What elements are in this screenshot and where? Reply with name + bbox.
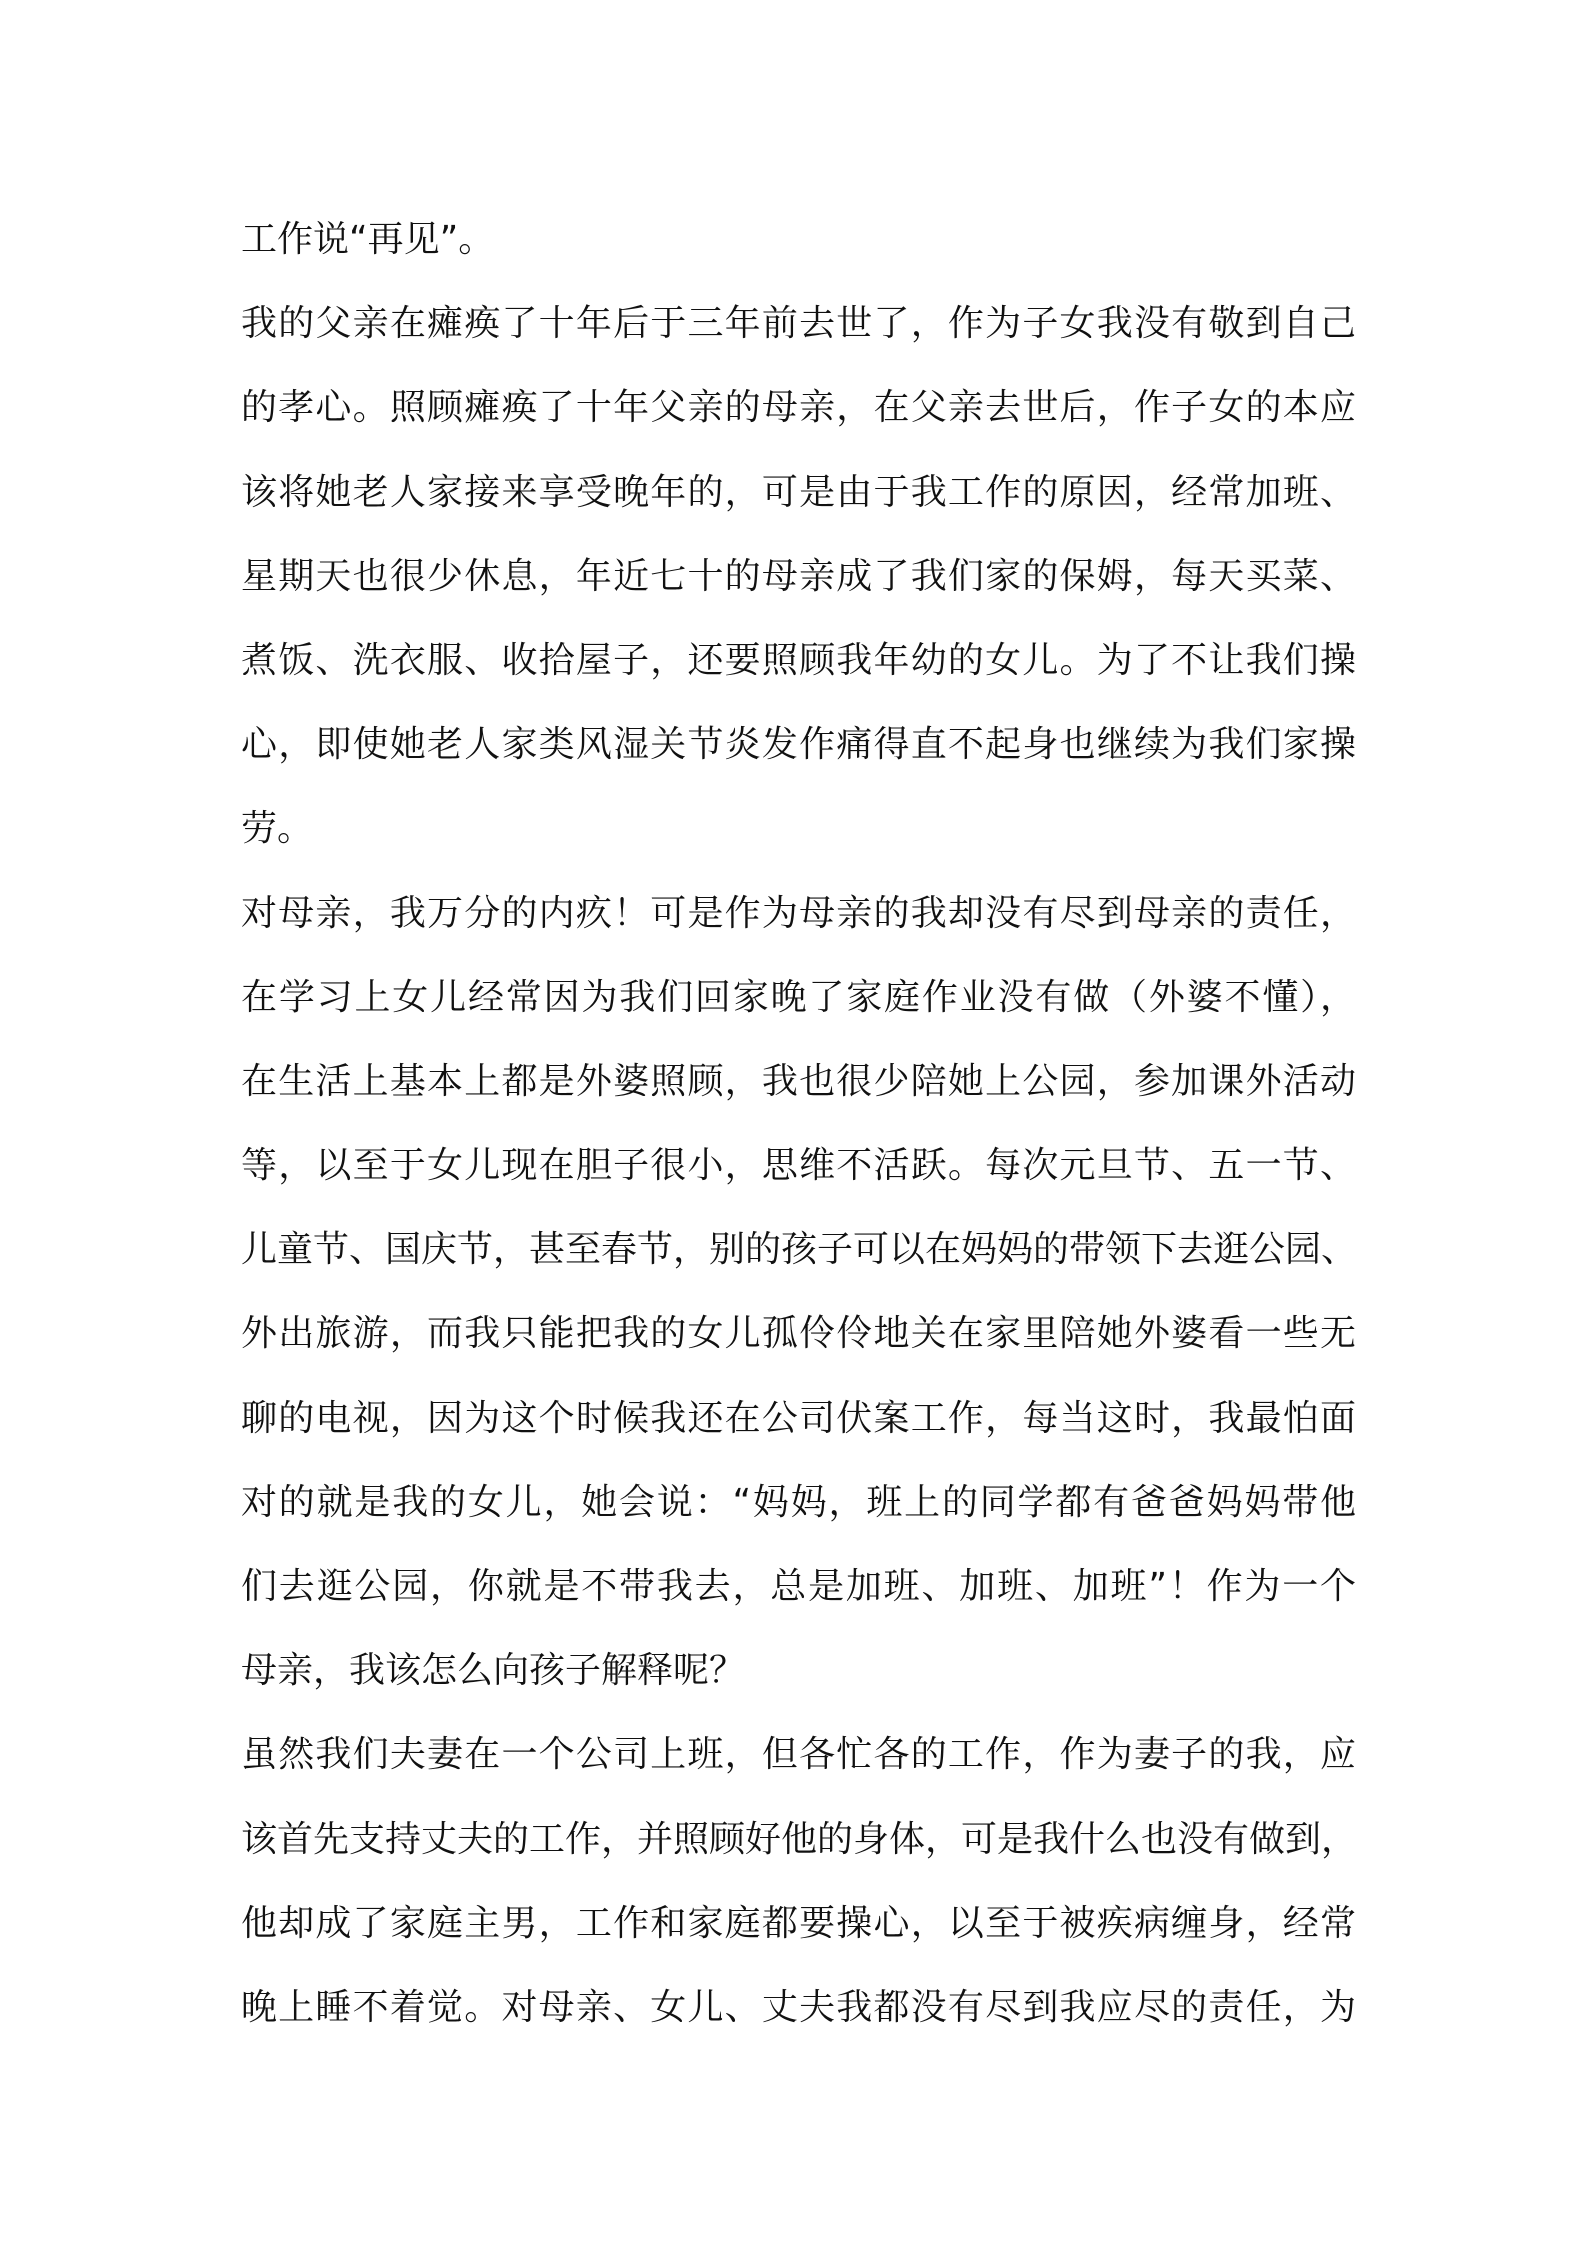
text-line: 在学习上女儿经常因为我们回家晚了家庭作业没有做（外婆不懂）， [241, 976, 1356, 1018]
document-body [241, 198, 1356, 2050]
text-line: 他却成了家庭主男，工作和家庭都要操心，以至于被疾病缠身，经常 [241, 1902, 1356, 1944]
text-line: 儿童节、国庆节，甚至春节，别的孩子可以在妈妈的带领下去逛公园、 [241, 1229, 1358, 1271]
text-line: 星期天也很少休息，年近七十的母亲成了我们家的保姆，每天买菜、 [241, 555, 1356, 597]
text-line: 劳。 [241, 808, 314, 850]
text-line: 我的父亲在瘫痪了十年后于三年前去世了，作为子女我没有敬到自己 [241, 303, 1356, 345]
text-line: 等，以至于女儿现在胆子很小，思维不活跃。每次元旦节、五一节、 [241, 1145, 1356, 1187]
text-line: 该将她老人家接来享受晚年的，可是由于我工作的原因，经常加班、 [241, 471, 1356, 513]
text-line: 虽然我们夫妻在一个公司上班，但各忙各的工作，作为妻子的我，应 [241, 1734, 1356, 1776]
text-line: 工作说“再见”。 [241, 219, 495, 260]
text-line: 对的就是我的女儿，她会说：“妈妈，班上的同学都有爸爸妈妈带他 [241, 1481, 1356, 1523]
text-line: 心，即使她老人家类风湿关节炎发作痛得直不起身也继续为我们家操 [241, 724, 1356, 766]
text-line: 该首先支持丈夫的工作，并照顾好他的身体，可是我什么也没有做到， [241, 1818, 1358, 1860]
text-line: 聊的电视，因为这个时候我还在公司伏案工作，每当这时，我最怕面 [241, 1397, 1356, 1439]
text-line: 母亲，我该怎么向孩子解释呢？ [241, 1650, 746, 1692]
text-line: 晚上睡不着觉。对母亲、女儿、丈夫我都没有尽到我应尽的责任，为 [241, 1986, 1356, 2028]
text-line: 们去逛公园，你就是不带我去，总是加班、加班、加班”！作为一个 [241, 1566, 1356, 1607]
text-line: 在生活上基本上都是外婆照顾，我也很少陪她上公园，参加课外活动 [241, 1060, 1356, 1102]
text-line: 对母亲，我万分的内疚！可是作为母亲的我却没有尽到母亲的责任， [241, 892, 1356, 934]
text-line: 煮饭、洗衣服、收拾屋子，还要照顾我年幼的女儿。为了不让我们操 [241, 639, 1356, 681]
text-line: 外出旅游，而我只能把我的女儿孤伶伶地关在家里陪她外婆看一些无 [241, 1313, 1356, 1355]
text-line: 的孝心。照顾瘫痪了十年父亲的母亲，在父亲去世后，作子女的本应 [241, 387, 1356, 429]
